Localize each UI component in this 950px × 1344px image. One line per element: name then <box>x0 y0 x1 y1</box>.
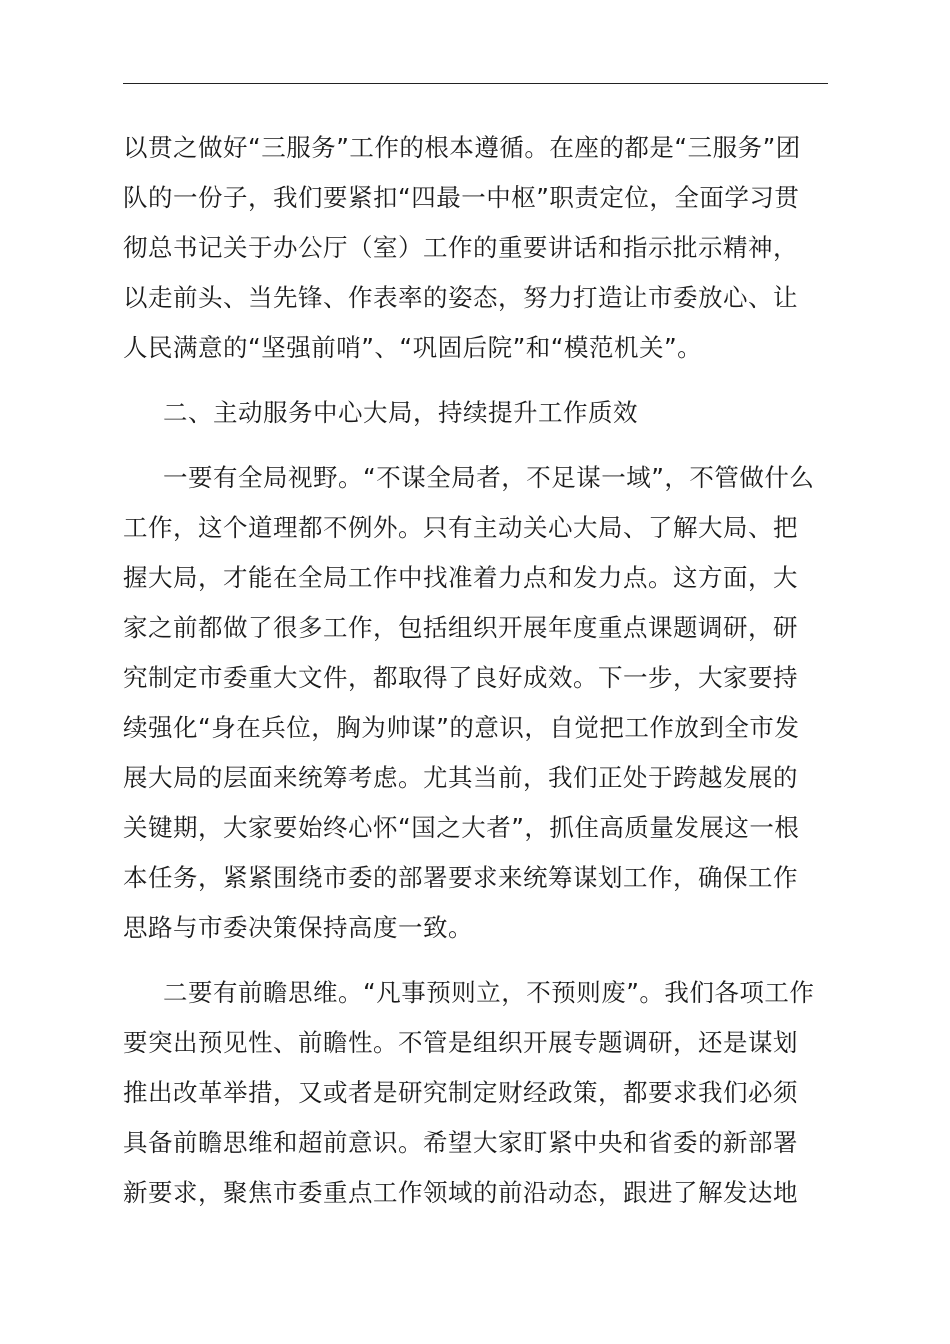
text-line: 队的一份子，我们要紧扣“四最一中枢”职责定位，全面学习贯 <box>123 183 800 212</box>
paragraph-continuation <box>123 128 828 378</box>
text-line: 工作，这个道理都不例外。只有主动关心大局、了解大局、把 <box>123 513 798 542</box>
text-line: 人民满意的“坚强前哨”、“巩固后院”和“模范机关”。 <box>123 333 703 362</box>
paragraph-spacer <box>123 378 828 393</box>
section-heading <box>123 393 828 443</box>
document-body <box>123 128 828 1223</box>
text-line: 新要求，聚焦市委重点工作领域的前沿动态，跟进了解发达地 <box>123 1178 798 1207</box>
text-line: 以贯之做好“三服务”工作的根本遵循。在座的都是“三服务”团 <box>123 133 801 162</box>
text-line: 续强化“身在兵位，胸为帅谋”的意识，自觉把工作放到全市发 <box>123 713 800 742</box>
heading-line: 二、主动服务中心大局，持续提升工作质效 <box>163 398 638 427</box>
header-rule <box>123 83 828 84</box>
text-line: 以走前头、当先锋、作表率的姿态，努力打造让市委放心、让 <box>123 283 798 312</box>
paragraph-forward-thinking <box>123 973 828 1223</box>
text-line: 家之前都做了很多工作，包括组织开展年度重点课题调研，研 <box>123 613 798 642</box>
text-line: 具备前瞻思维和超前意识。希望大家盯紧中央和省委的新部署 <box>123 1128 798 1157</box>
text-line: 本任务，紧紧围绕市委的部署要求来统筹谋划工作，确保工作 <box>123 863 798 892</box>
text-line: 要突出预见性、前瞻性。不管是组织开展专题调研，还是谋划 <box>123 1028 798 1057</box>
text-line: 关键期，大家要始终心怀“国之大者”，抓住高质量发展这一根 <box>123 813 800 842</box>
text-line: 二要有前瞻思维。“凡事预则立，不预则废”。我们各项工作 <box>163 978 815 1007</box>
text-line: 思路与市委决策保持高度一致。 <box>123 913 473 942</box>
text-line: 一要有全局视野。“不谋全局者，不足谋一域”，不管做什么 <box>163 463 815 492</box>
paragraph-global-vision <box>123 458 828 958</box>
text-line: 握大局，才能在全局工作中找准着力点和发力点。这方面，大 <box>123 563 798 592</box>
text-line: 推出改革举措，又或者是研究制定财经政策，都要求我们必须 <box>123 1078 798 1107</box>
text-line: 展大局的层面来统筹考虑。尤其当前，我们正处于跨越发展的 <box>123 763 798 792</box>
text-line: 彻总书记关于办公厅（室）工作的重要讲话和指示批示精神， <box>123 233 798 262</box>
paragraph-spacer <box>123 443 828 458</box>
paragraph-spacer <box>123 958 828 973</box>
text-line: 究制定市委重大文件，都取得了良好成效。下一步，大家要持 <box>123 663 798 692</box>
